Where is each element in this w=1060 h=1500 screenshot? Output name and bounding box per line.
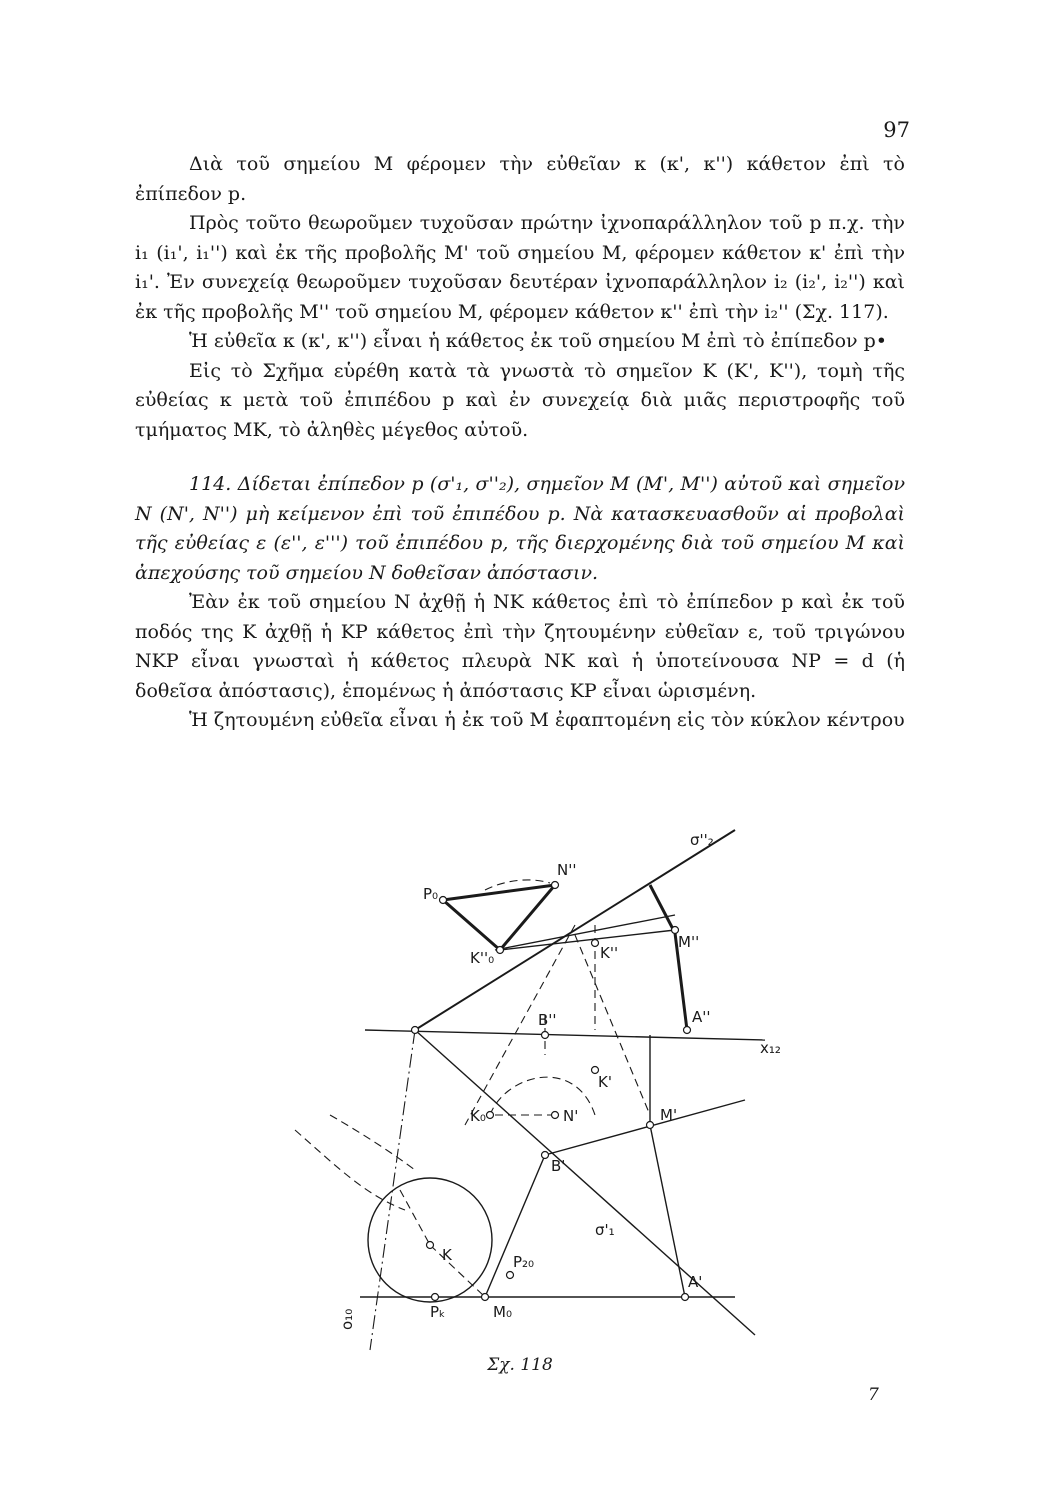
paragraph: Διὰ τοῦ σημείου Μ φέρομεν τὴν εὐθεῖαν κ (κ', κ'') κάθετον ἐπὶ τὸ ἐπίπεδον p. [135, 153, 905, 205]
point-p20 [507, 1272, 514, 1279]
trace-sigma2 [415, 830, 735, 1030]
label-pk: Pₖ [430, 1303, 446, 1321]
point-b2 [542, 1032, 549, 1039]
label-k1: K' [598, 1073, 612, 1091]
triangle-p0-n-k0 [443, 885, 555, 950]
label-k0b: K₀ [470, 1107, 486, 1125]
label-n1: N' [563, 1107, 579, 1125]
figure-caption: Σχ. 118 [487, 1355, 553, 1375]
label-k2: K'' [600, 944, 619, 962]
figure-118-drawing [255, 815, 781, 1355]
point-n2 [552, 882, 559, 889]
label-p20: P₂₀ [513, 1253, 535, 1271]
line-m0-b1 [485, 1155, 545, 1297]
page-number: 97 [883, 118, 910, 142]
dashed-k-m0 [430, 1245, 485, 1297]
problem-statement [135, 470, 905, 588]
point-a1 [682, 1294, 689, 1301]
point-k0b [487, 1112, 494, 1119]
label-sigma1: σ'₁ [595, 1221, 615, 1239]
label-k: K [442, 1246, 452, 1264]
circle-k [368, 1178, 492, 1302]
problem-text: Δίδεται ἐπίπεδον p (σ'₁, σ''₂), σημεῖον Μ (Μ', Μ'') αὐτοῦ καὶ σημεῖον Ν (Ν', Ν'') μὴ κείμενον ἐπὶ τοῦ ἐπιπέδου p. Νὰ κατασκευασθοῦν αἱ προβολαὶ τῆς εὐθείας ε (ε'', ε''') τοῦ ἐπιπέδου p, τῆς διερχομένης διὰ τοῦ σημείου Μ καὶ ἀπεχούσης τοῦ σημείου Ν δοθεῖσαν ἀπόστασιν. [135, 473, 905, 584]
problem-number: 114. [189, 473, 232, 495]
label-p0: P₀ [423, 885, 439, 903]
point-k [427, 1242, 434, 1249]
line-k0-m2 [500, 930, 675, 950]
arc-left-inner [330, 1115, 415, 1170]
point-p0 [440, 897, 447, 904]
label-k0a: K''₀ [470, 949, 495, 967]
point-k0a [497, 947, 504, 954]
arc-left [295, 1130, 405, 1210]
label-x12: x₁₂ [760, 1039, 781, 1057]
label-m2: M'' [678, 933, 700, 951]
point-b1 [542, 1152, 549, 1159]
paragraph: Ἐὰν ἐκ τοῦ σημείου Ν ἀχθῇ ἡ ΝΚ κάθετος ἐπὶ τὸ ἐπίπεδον p καὶ ἐκ τοῦ ποδός της Κ ἀχθῇ ἡ ΚΡ κάθετος ἐπὶ τὴν ζητουμένην εὐθεῖαν ε, τοῦ τριγώνου ΝΚΡ εἶναι γνωσταὶ ἡ κάθετος πλευρὰ ΝΚ καὶ ἡ ὑποτείνουσα ΝΡ = d (ἡ δοθεῖσα ἀπόστασις), ἑπομένως ἡ ἀπόστασις ΚΡ εἶναι ὡρισμένη. [135, 591, 905, 702]
body-text [135, 150, 905, 736]
point-a2 [684, 1027, 691, 1034]
paragraph: Ἡ ζητουμένη εὐθεῖα εἶναι ἡ ἐκ τοῦ Μ ἐφαπτομένη εἰς τὸν κύκλον κέντρου [189, 709, 905, 731]
label-m1: M' [660, 1106, 678, 1124]
label-a1: A' [688, 1273, 703, 1291]
paragraph: Πρὸς τοῦτο θεωροῦμεν τυχοῦσαν πρώτην ἰχνοπαράλληλον τοῦ p π.χ. τὴν i₁ (i₁', i₁'') καὶ ἐκ τῆς προβολῆς Μ' τοῦ σημείου Μ, φέρομεν κάθετον κ' ἐπὶ τὴν i₁'. Ἐν συνεχείᾳ θεωροῦμεν τυχοῦσαν δευτέραν ἰχνοπαράλληλον i₂ (i₂', i₂'') καὶ ἐκ τῆς προβολῆς Μ'' τοῦ σημείου Μ, φέρομεν κάθετον κ'' ἐπὶ τὴν i₂'' (Σχ. 117). [135, 212, 905, 323]
edge-m2-a2 [650, 885, 687, 1030]
line-m1-a1 [650, 1125, 685, 1297]
point-axis-left [412, 1027, 419, 1034]
point-k2 [592, 940, 599, 947]
dashed-k1-link [575, 935, 650, 1115]
label-b1: B' [551, 1157, 566, 1175]
dashed-radius [400, 1190, 430, 1245]
signature-mark: 7 [868, 1385, 879, 1405]
label-n2: N'' [557, 861, 577, 879]
label-m0: M₀ [493, 1303, 512, 1321]
paragraph: Ἡ εὐθεῖα κ (κ', κ'') εἶναι ἡ κάθετος ἐκ τοῦ σημείου Μ ἐπὶ τὸ ἐπίπεδον p• [189, 330, 887, 352]
geometric-figure [255, 815, 781, 1355]
rotation-arc [490, 1077, 595, 1115]
point-n1 [552, 1112, 559, 1119]
label-o10: o₁₀ [338, 1308, 356, 1330]
point-pk [432, 1294, 439, 1301]
label-b2: B'' [538, 1011, 557, 1029]
point-m1 [647, 1122, 654, 1129]
label-a2: A'' [692, 1008, 711, 1026]
paragraph: Εἰς τὸ Σχῆμα εὑρέθη κατὰ τὰ γνωστὰ τὸ σημεῖον Κ (Κ', Κ''), τομὴ τῆς εὐθείας κ μετὰ τοῦ ἐπιπέδου p καὶ ἐν συνεχείᾳ διὰ μιᾶς περιστροφῆς τοῦ τμήματος ΜΚ, τὸ ἀληθὲς μέγεθος αὐτοῦ. [135, 359, 905, 441]
trace-sigma1 [415, 1030, 755, 1335]
label-sigma2: σ''₂ [690, 831, 714, 849]
point-m0 [482, 1294, 489, 1301]
